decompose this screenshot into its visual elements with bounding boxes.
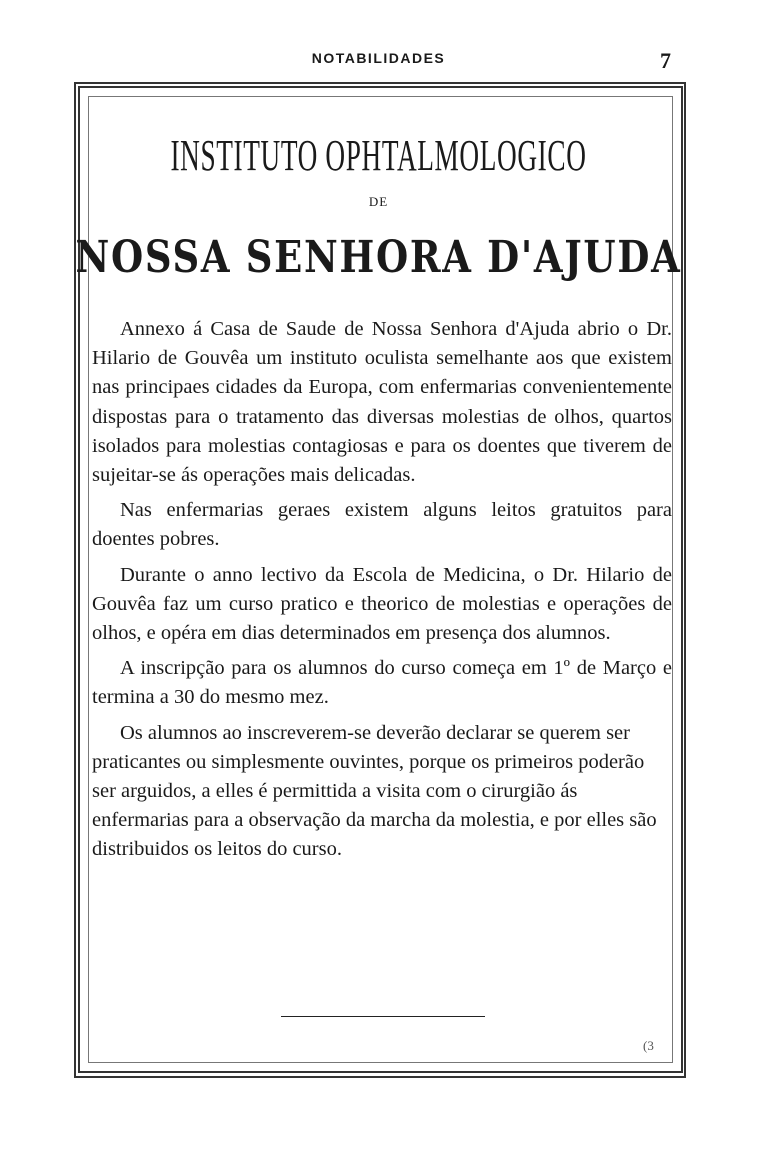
paragraph-free-beds: Nas enfermarias geraes existem alguns leitos gratuitos para doentes pobres. — [92, 499, 672, 551]
paragraph-students: Os alumnos ao inscreverem-se deverão declarar se querem ser praticantes ou simplesmente ouvintes, porque os primeiros poderão ser arguidos, a elles é permittida a visita com o cirurgião ás enfermarias para a observação da marcha da molestia, e por elles são distribuidos os leitos do curso. — [92, 721, 657, 861]
advertisement-body — [92, 315, 672, 871]
paragraph-course: Durante o anno lectivo da Escola de Medicina, o Dr. Hilario de Gouvêa faz um curso pratico e theorico de molestias e operações de olhos, e opéra em dias determinados em presença dos alumnos. — [92, 563, 672, 645]
institute-subtitle: NOSSA SENHORA D'AJUDA — [75, 232, 682, 283]
running-title: NOTABILIDADES — [311, 50, 446, 66]
page-number: 7 — [660, 48, 671, 73]
institute-title: INSTITUTO OPHTALMOLOGICO — [170, 131, 587, 180]
paragraph-registration: A inscripção para os alumnos do curso começa em 1º de Março e termina a 30 do mesmo mez. — [92, 657, 672, 709]
footer-rule — [281, 1016, 485, 1017]
title-connector: DE — [368, 194, 389, 209]
paragraph-annex: Annexo á Casa de Saude de Nossa Senhora d'Ajuda abrio o Dr. Hilario de Gouvêa um instituto oculista semelhante aos que existem nas principaes cidades da Europa, com enfermarias convenientemente dispostas para o tratamento das diversas molestias de olhos, quartos isolados para molestias contagiosas e para os doentes que tiverem de sujeitar-se ás operações mais delicadas. — [92, 318, 672, 487]
running-head — [0, 50, 757, 74]
corner-mark: (3 — [643, 1038, 654, 1053]
